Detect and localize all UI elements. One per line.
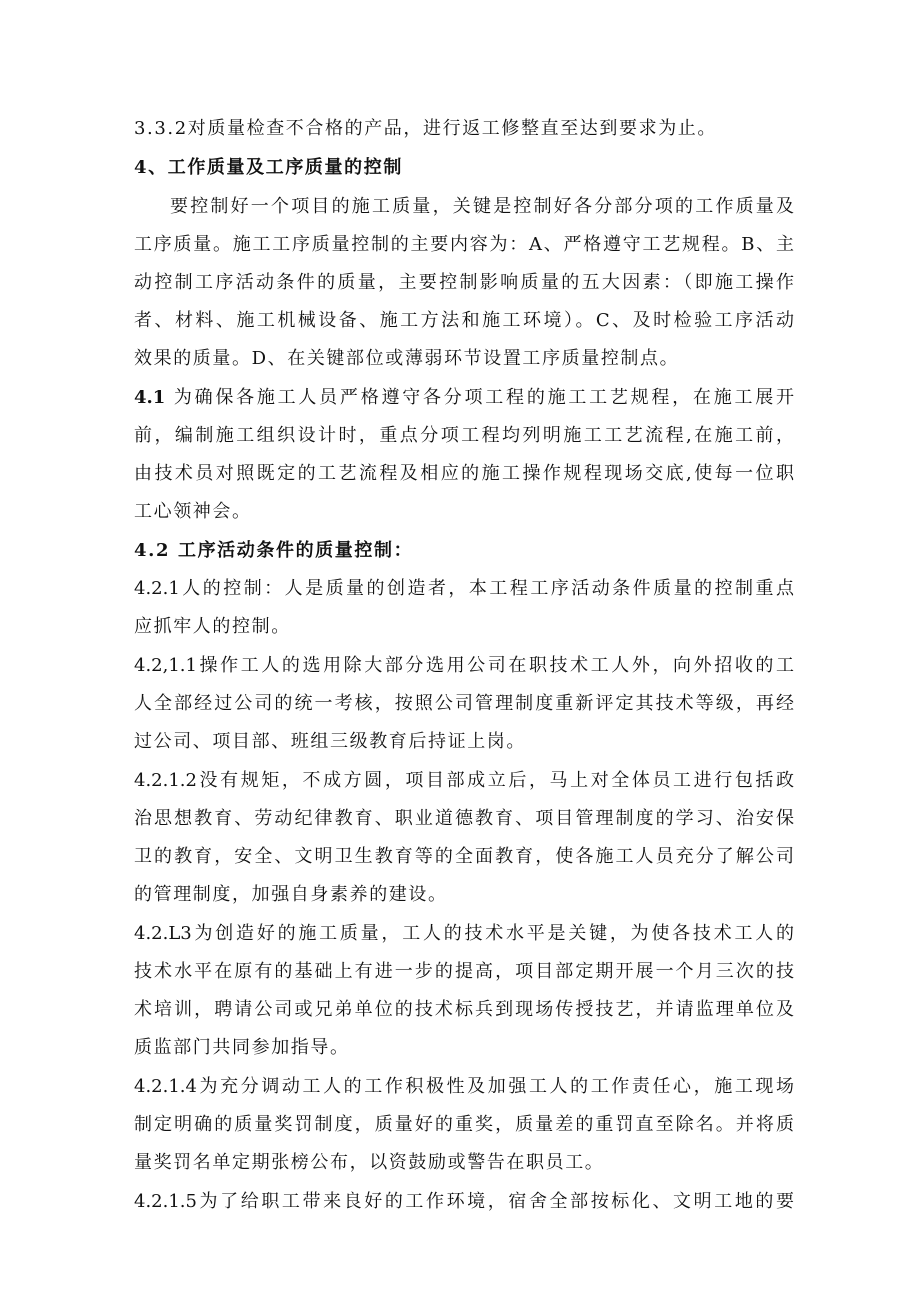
- paragraph-line: 术培训，聘请公司或兄弟单位的技术标兵到现场传授技艺，并请监理单位及: [134, 999, 794, 1020]
- paragraph-line: 动控制工序活动条件的质量，主要控制影响质量的五大因素：（即施工操作: [134, 272, 794, 293]
- subsection-heading: 4.2 工序活动条件的质量控制：: [134, 540, 414, 561]
- paragraph-line: 4.2,1.1操作工人的选用除大部分选用公司在职技术工人外，向外招收的工: [134, 655, 794, 676]
- section-heading: 4、工作质量及工序质量的控制: [134, 157, 403, 178]
- paragraph-text: 为确保各施工人员严格遵守各分项工程的施工工艺规程，在施工展开: [165, 387, 794, 408]
- section-number: 4.1: [134, 387, 166, 408]
- paragraph-line: 应抓牢人的控制。: [134, 616, 291, 637]
- paragraph-line: 工心领神会。: [134, 501, 252, 522]
- paragraph-line: 技术水平在原有的基础上有进一步的提高，项目部定期开展一个月三次的技: [134, 961, 794, 982]
- paragraph-line: 4.2.1人的控制：人是质量的创造者，本工程工序活动条件质量的控制重点: [134, 578, 794, 599]
- paragraph-line: 4.2.1.5为了给职工带来良好的工作环境，宿舍全部按标化、文明工地的要: [134, 1191, 794, 1212]
- paragraph-line: 过公司、项目部、班组三级教育后持证上岗。: [134, 731, 526, 752]
- paragraph-line: 4.2.1.4为充分调动工人的工作积极性及加强工人的工作责任心，施工现场: [134, 1076, 794, 1097]
- paragraph-line: 前，编制施工组织设计时，重点分项工程均列明施工工艺流程,在施工前，: [134, 425, 794, 446]
- paragraph-line: 质监部门共同参加指导。: [134, 1037, 350, 1058]
- paragraph-line: 4.2.1.2没有规矩，不成方圆，项目部成立后，马上对全体员工进行包括政: [134, 770, 794, 791]
- paragraph-line: 治思想教育、劳动纪律教育、职业道德教育、项目管理制度的学习、治安保: [134, 808, 794, 829]
- paragraph-line: 工序质量。施工工序质量控制的主要内容为：A、严格遵守工艺规程。B、主: [134, 234, 794, 255]
- paragraph-line: 者、材料、施工机械设备、施工方法和施工环境）。C、及时检验工序活动: [134, 310, 794, 331]
- paragraph-line: 要控制好一个项目的施工质量，关键是控制好各分部分项的工作质量及: [170, 196, 794, 217]
- paragraph-line: 的管理制度，加强自身素养的建设。: [134, 884, 448, 905]
- paragraph-line: 人全部经过公司的统一考核，按照公司管理制度重新评定其技术等级，再经: [134, 693, 794, 714]
- paragraph-line: 4.2.L3为创造好的施工质量，工人的技术水平是关键，为使各技术工人的: [134, 923, 794, 944]
- paragraph-line: [134, 386, 794, 410]
- paragraph-line: 量奖罚名单定期张榜公布，以资鼓励或警告在职员工。: [134, 1152, 605, 1173]
- paragraph-line: 由技术员对照既定的工艺流程及相应的施工操作规程现场交底,使每一位职: [134, 463, 794, 484]
- paragraph-line: 3.3.2对质量检查不合格的产品，进行返工修整直至达到要求为止。: [134, 118, 717, 139]
- paragraph-line: 制定明确的质量奖罚制度，质量好的重奖，质量差的重罚直至除名。并将质: [134, 1114, 794, 1135]
- paragraph-line: 效果的质量。D、在关键部位或薄弱环节设置工序质量控制点。: [134, 348, 680, 369]
- paragraph-line: 卫的教育，安全、文明卫生教育等的全面教育，使各施工人员充分了解公司: [134, 846, 794, 867]
